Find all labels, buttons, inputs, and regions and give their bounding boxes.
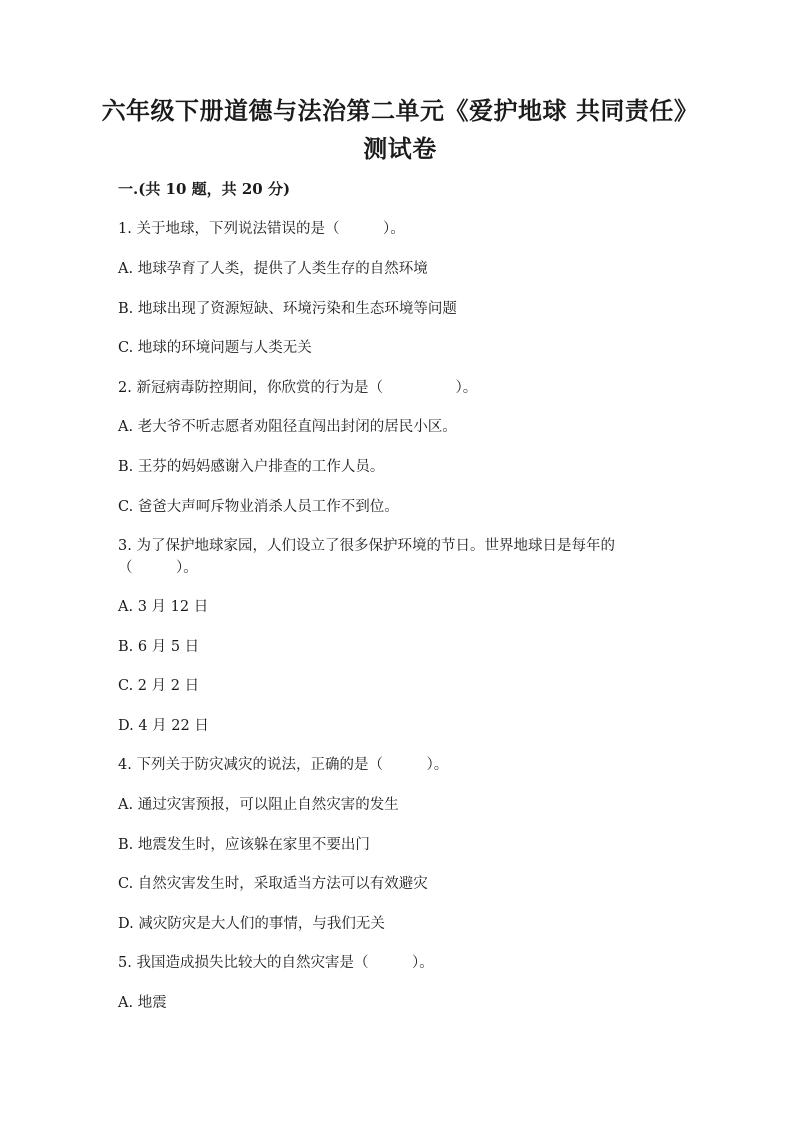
question-1-option-b: B. 地球出现了资源短缺、环境污染和生态环境等问题 xyxy=(118,301,457,317)
question-5-stem: 5. 我国造成损失比较大的自然灾害是（ ）。 xyxy=(118,955,434,971)
question-3-option-c: C. 2 月 2 日 xyxy=(118,678,200,694)
question-1-option-c: C. 地球的环境问题与人类无关 xyxy=(118,340,312,356)
page-title: 六年级下册道德与法治第二单元《爱护地球 共同责任》测试卷 xyxy=(101,96,699,163)
question-3-option-d: D. 4 月 22 日 xyxy=(118,718,209,734)
question-5-option-a: A. 地震 xyxy=(118,995,167,1011)
question-4-stem: 4. 下列关于防灾减灾的说法，正确的是（ ）。 xyxy=(118,757,449,773)
question-4-option-a: A. 通过灾害预报，可以阻止自然灾害的发生 xyxy=(118,797,399,813)
question-4-option-d: D. 减灾防灾是大人们的事情，与我们无关 xyxy=(118,916,385,932)
question-4-option-c: C. 自然灾害发生时，采取适当方法可以有效避灾 xyxy=(118,876,428,892)
question-3-stem: 3. 为了保护地球家园，人们设立了很多保护环境的节日。世界地球日是每年的（ ）。 xyxy=(118,538,615,576)
question-2-option-a: A. 老大爷不听志愿者劝阻径直闯出封闭的居民小区。 xyxy=(118,419,457,435)
question-1-stem: 1. 关于地球，下列说法错误的是（ ）。 xyxy=(118,221,405,237)
question-4-option-b: B. 地震发生时，应该躲在家里不要出门 xyxy=(118,837,370,853)
question-1-option-a: A. 地球孕育了人类，提供了人类生存的自然环境 xyxy=(118,261,428,277)
question-2-stem: 2. 新冠病毒防控期间，你欣赏的行为是（ ）。 xyxy=(118,380,478,396)
section-heading: 一.(共 10 题，共 20 分) xyxy=(118,180,291,198)
question-3-option-b: B. 6 月 5 日 xyxy=(118,639,200,655)
question-2-option-c: C. 爸爸大声呵斥物业消杀人员工作不到位。 xyxy=(118,499,399,515)
question-2-option-b: B. 王芬的妈妈感谢入户排查的工作人员。 xyxy=(118,459,385,475)
question-3-option-a: A. 3 月 12 日 xyxy=(118,599,209,615)
